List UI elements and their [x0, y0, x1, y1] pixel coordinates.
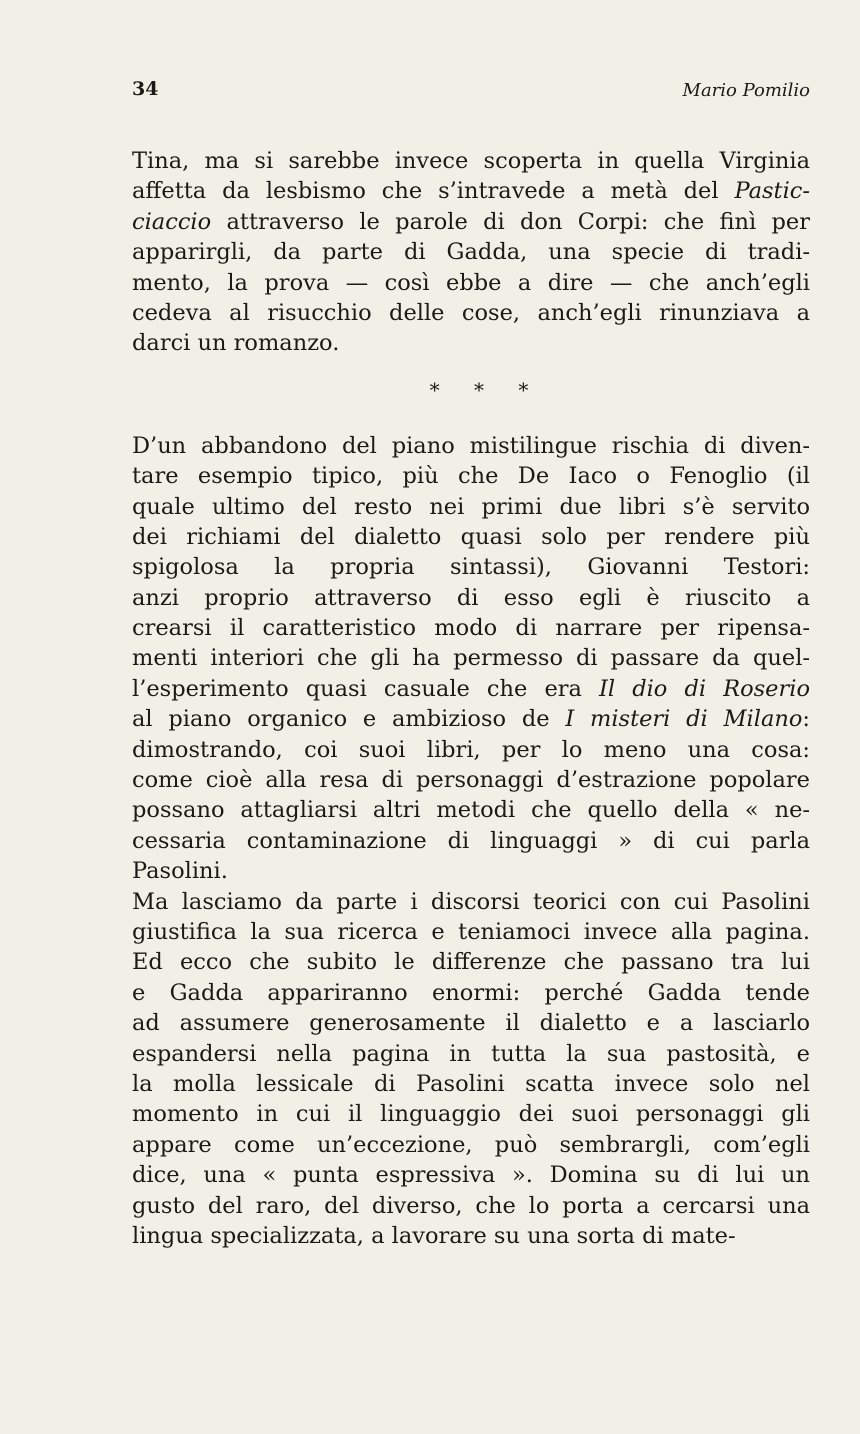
running-head: Mario Pomilio [682, 80, 810, 101]
text-line [132, 1160, 810, 1190]
text-line [132, 1008, 810, 1038]
text-line [132, 826, 810, 856]
text-line [132, 735, 810, 765]
line-text: dice, una « punta espressiva ». Domina su di lui un [132, 1162, 810, 1189]
italic-title: I misteri di Milano [565, 706, 803, 733]
line-text: Tina, ma si sarebbe invece scoperta in quella Virginia [132, 148, 810, 174]
page-header [132, 78, 810, 108]
text-line [132, 298, 810, 328]
line-text: anzi proprio attraverso di esso egli è riuscito a [132, 584, 810, 611]
line-text: dimostrando, coi suoi libri, per lo meno una cosa: [132, 736, 810, 763]
text-line [132, 522, 810, 552]
line-text: mento, la prova — così ebbe a dire — che anch’egli [132, 269, 810, 296]
text-line [132, 176, 810, 206]
text-line [132, 1221, 810, 1251]
line-text: Pasolini. [132, 858, 228, 885]
text-line [132, 237, 810, 267]
italic-title: ciaccio [132, 208, 212, 235]
line-text: tare esempio tipico, più che De Iaco o Fenoglio (il [132, 463, 810, 490]
italic-title: Pastic- [734, 178, 810, 205]
line-text: attraverso le parole di don Corpi: che finì per [211, 208, 810, 235]
line-text: giustifica la sua ricerca e teniamoci invece alla pagina. [132, 918, 810, 945]
line-text: lingua specializzata, a lavorare su una sorta di mate- [132, 1222, 736, 1249]
text-line [132, 328, 810, 358]
text-line [132, 613, 810, 643]
line-text: D’un abbandono del piano mistilingue rischia di diven- [132, 432, 810, 459]
line-text: momento in cui il linguaggio dei suoi personaggi gli [132, 1101, 810, 1128]
text-line [132, 1069, 810, 1099]
line-text: l’esperimento quasi casuale che era [132, 675, 600, 702]
line-text: Ed ecco che subito le differenze che passano tra lui [132, 949, 810, 976]
text-line [132, 978, 810, 1008]
section-break-ornament: * * * [429, 377, 543, 402]
line-text: spigolosa la propria sintassi), Giovanni Testori: [132, 554, 810, 581]
line-text: Ma lasciamo da parte i discorsi teorici con cui Pasolini [132, 888, 810, 915]
text-line [132, 856, 810, 886]
text-line [132, 583, 810, 613]
line-text: come cioè alla resa di personaggi d’estrazione popolare [132, 767, 810, 794]
line-text: espandersi nella pagina in tutta la sua pastosità, e [132, 1040, 810, 1067]
text-line [132, 765, 810, 795]
line-text: al piano organico e ambizioso de [132, 706, 566, 733]
line-text: e Gadda appariranno enormi: perché Gadda tende [132, 979, 810, 1006]
text-line [132, 795, 810, 825]
line-text: ad assumere generosamente il dialetto e a lasciarlo [132, 1010, 810, 1037]
text-line [132, 1130, 810, 1160]
text-line [132, 1099, 810, 1129]
italic-title: Il dio di Roserio [599, 675, 810, 702]
text-line [132, 431, 810, 461]
text-line [132, 146, 810, 176]
line-text: darci un romanzo. [132, 330, 340, 357]
text-line [132, 947, 810, 977]
body-text [132, 146, 810, 1251]
line-text: appare come un’eccezione, può sembrargli, com’egli [132, 1131, 810, 1158]
text-line [132, 887, 810, 917]
line-text: menti interiori che gli ha permesso di passare da quel- [132, 645, 810, 672]
line-text: affetta da lesbismo che s’intravede a metà del [132, 178, 735, 205]
line-text: la molla lessicale di Pasolini scatta invece solo nel [132, 1070, 810, 1097]
page-number: 34 [132, 78, 159, 100]
text-line [132, 1039, 810, 1069]
text-line [132, 492, 810, 522]
line-text: gusto del raro, del diverso, che lo porta a cercarsi una [132, 1192, 810, 1219]
text-line [132, 917, 810, 947]
line-text: cessaria contaminazione di linguaggi » di cui parla [132, 827, 810, 854]
text-line [132, 552, 810, 582]
paragraph-3 [132, 887, 810, 1252]
text-line [132, 461, 810, 491]
text-line [132, 674, 810, 704]
text-line [132, 1191, 810, 1221]
line-text: apparirgli, da parte di Gadda, una specie di tradi- [132, 239, 810, 266]
line-text: crearsi il caratteristico modo di narrare per ripensa- [132, 615, 810, 642]
paragraph-2 [132, 431, 810, 887]
line-text: : [802, 706, 810, 733]
text-line [132, 207, 810, 237]
text-line [132, 704, 810, 734]
text-line [132, 268, 810, 298]
line-text: dei richiami del dialetto quasi solo per rendere più [132, 523, 810, 550]
paragraph-1 [132, 146, 810, 359]
line-text: cedeva al risucchio delle cose, anch’egli rinunziava a [132, 299, 810, 326]
line-text: quale ultimo del resto nei primi due libri s’è servito [132, 493, 810, 520]
line-text: possano attagliarsi altri metodi che quello della « ne- [132, 797, 810, 824]
text-line [132, 643, 810, 673]
